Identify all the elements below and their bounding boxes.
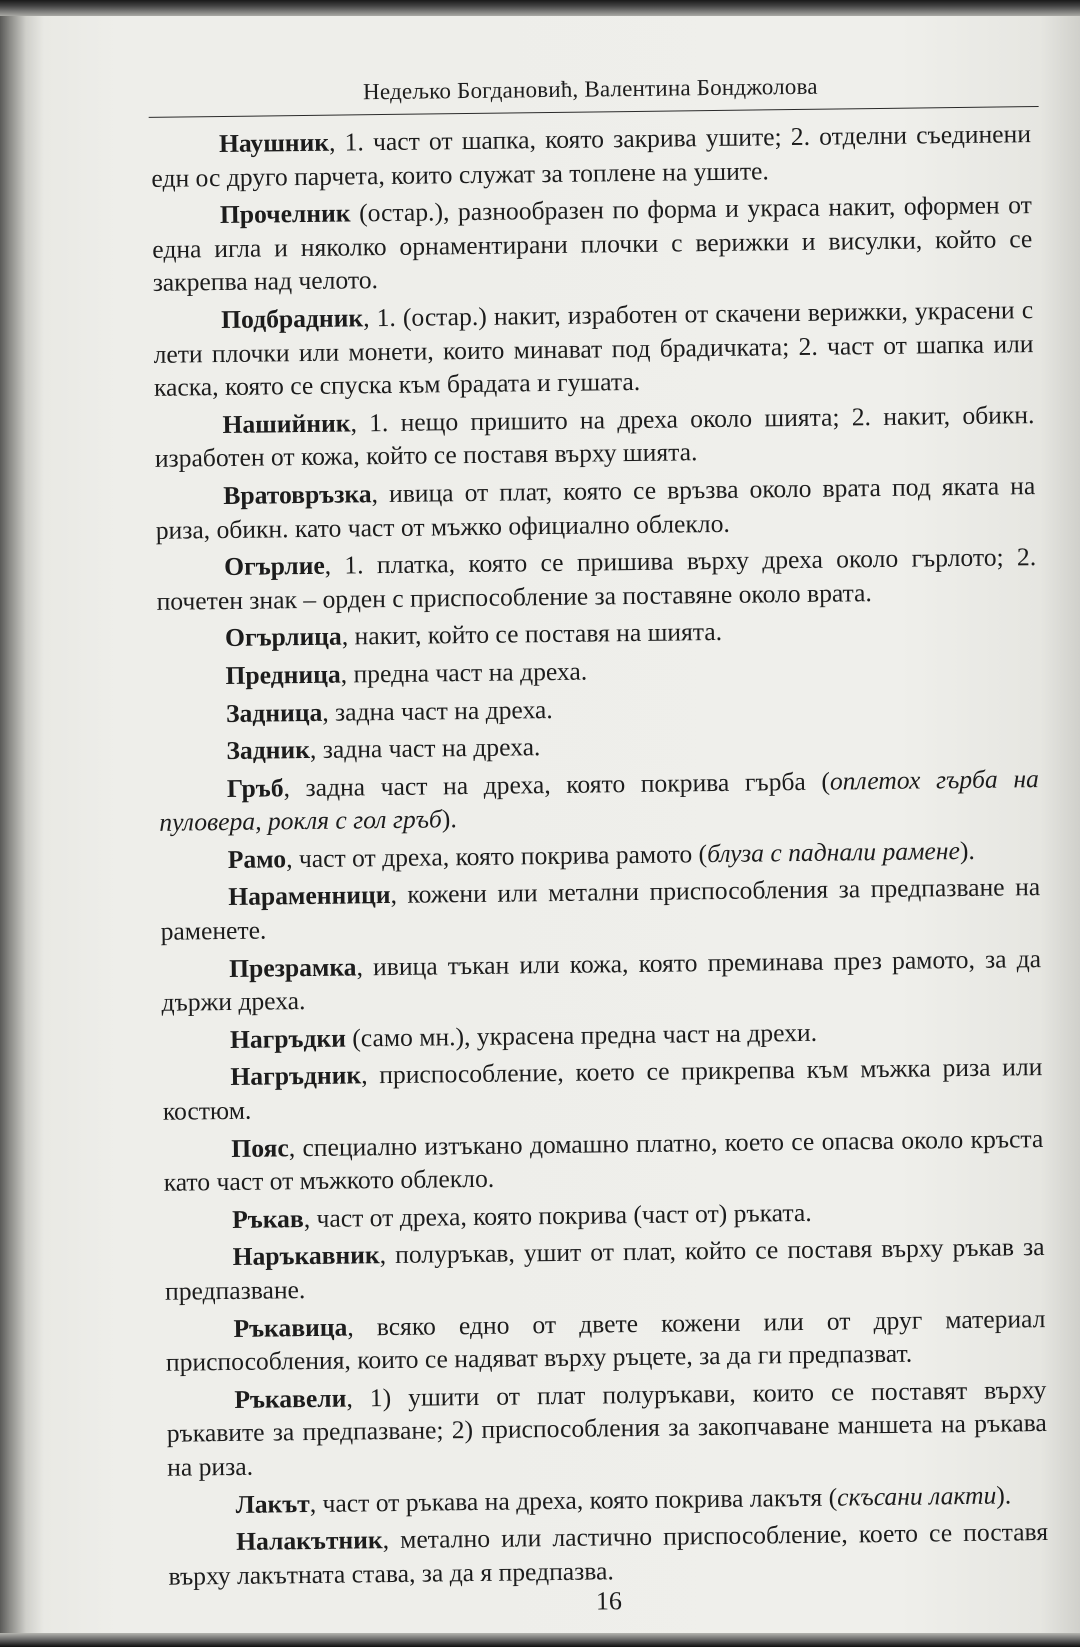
dictionary-entry — [160, 871, 1041, 949]
dictionary-entry — [156, 540, 1037, 618]
dictionary-entry — [152, 188, 1033, 300]
entry-term: Рамо — [227, 844, 287, 874]
entry-definition: , всяко едно от двете кожени или от друг материал приспособления, които се надяват върху ръцете, за да ги предпазват. — [165, 1303, 1046, 1377]
entry-definition: , задна част на дреха. — [322, 694, 553, 727]
entry-term: Ръкавица — [233, 1312, 348, 1343]
entry-term: Гръб — [226, 772, 284, 803]
entry-definition: , 1. (остар.) накит, изработен от скачени верижки, украсени с лети плочки или монети, които минават под брадичката; 2. част от шапка или каска, която се спуска към брадата и гушата. — [153, 295, 1034, 403]
dictionary-entry — [168, 1515, 1049, 1593]
entry-term: Лакът — [235, 1488, 310, 1519]
header-rule — [149, 106, 1039, 118]
entry-term: Нараменници — [228, 880, 391, 912]
entry-definition: (само мн.), украсена предна част на дрехи. — [345, 1017, 818, 1053]
entry-definition: , кожени или метални приспособления за предпазване на раменете. — [160, 872, 1041, 946]
entry-term: Предница — [225, 659, 341, 690]
entry-term: Подбрадник — [220, 303, 364, 334]
dictionary-entry — [167, 1478, 1047, 1522]
entry-term: Нашийник — [222, 408, 351, 439]
entry-term: Ръкав — [231, 1203, 304, 1234]
entry-closing: ). — [441, 804, 457, 834]
entry-definition: , 1. нещо пришито на дреха около шията; 2. накит, обикн. изработен от кожа, който се поставя върху шията. — [154, 399, 1035, 474]
entry-term: Огърлие — [224, 550, 325, 582]
entry-definition: , задна част на дреха, която покрива гърба ( — [283, 766, 831, 802]
entry-definition: , специално изтъкано домашно платно, което се опасва около кръста като част от мъжкото облекло. — [163, 1123, 1044, 1198]
entry-definition: , част от ръкава на дреха, която покрива лакътя ( — [309, 1482, 838, 1518]
dictionary-entry — [157, 611, 1037, 655]
entry-term: Ръкавели — [234, 1383, 347, 1414]
entry-definition: , приспособление, което се прикрепва към мъжка риза или костюм. — [162, 1052, 1043, 1126]
dictionary-entry — [164, 1230, 1045, 1308]
entry-example: скъсани лакти — [836, 1480, 997, 1512]
entry-definition: , накит, който се поставя на шията. — [341, 617, 723, 651]
entry-term: Презрамка — [228, 952, 357, 983]
entry-term: Задник — [226, 735, 311, 766]
entry-term: Нагръдки — [229, 1023, 347, 1054]
entry-term: Огърлица — [224, 621, 342, 653]
dictionary-entries — [151, 117, 1049, 1597]
dictionary-entry — [163, 1122, 1044, 1200]
scan-bottom-edge — [0, 1633, 1080, 1647]
entry-definition: , метално или ластично приспособление, което се поставя върху лакътната става, за да я предпазва. — [168, 1517, 1049, 1591]
dictionary-entry — [153, 293, 1034, 405]
running-head: Недељко Богдановић, Валентина Бонджолова — [362, 73, 818, 105]
dictionary-entry — [161, 942, 1042, 1020]
dictionary-entry — [158, 724, 1038, 768]
entry-term: Нагръдник — [230, 1060, 362, 1092]
entry-closing: ). — [996, 1480, 1012, 1510]
entry-example: блуза с паднали рамене — [706, 835, 961, 869]
dictionary-entry — [162, 1013, 1042, 1057]
entry-definition: , ивица от плат, която се връзва около врата под яката на риза, обикн. като част от мъжко официално облекло. — [155, 471, 1036, 545]
entry-term: Наушник — [218, 127, 330, 159]
dictionary-entry — [154, 398, 1035, 476]
entry-definition: , 1. платка, която се пришива върху дреха около гърлото; 2. почетен знак – орден с приспособление за поставяне около врата. — [156, 542, 1037, 616]
entry-term: Задница — [225, 697, 323, 728]
entry-term: Пояс — [231, 1132, 289, 1163]
page-body — [140, 49, 1059, 1630]
dictionary-entry — [155, 469, 1036, 547]
entry-definition: , предна част на дреха. — [340, 656, 588, 689]
dictionary-entry — [159, 762, 1040, 840]
dictionary-entry — [162, 1050, 1043, 1128]
scan-top-edge — [0, 0, 1080, 16]
dictionary-entry — [158, 687, 1038, 731]
entry-definition: , ивица тъкан или кожа, която преминава през рамото, за да държи дреха. — [161, 943, 1042, 1018]
dictionary-entry — [166, 1373, 1047, 1485]
entry-term: Наръкавник — [232, 1240, 380, 1272]
entry-definition: (остар.), разнообразен по форма и украса накит, оформен от една игла и няколко орнаментирани плочки с верижки и висулки, който се закрепва над челото. — [152, 190, 1033, 298]
entry-definition: , полуръкав, ушит от плат, който се поставя върху ръкав за предпазване. — [164, 1232, 1045, 1306]
entry-definition: , 1. част от шапка, която закрива ушите; 2. отделни съединени едн ос друго парчета, които служат за топлене на ушите. — [151, 119, 1032, 193]
dictionary-entry — [160, 833, 1040, 877]
dictionary-entry — [151, 117, 1032, 195]
entry-closing: ). — [959, 835, 975, 865]
entry-term: Налакътник — [235, 1525, 383, 1557]
page-number: 16 — [595, 1586, 623, 1616]
entry-term: Прочелник — [219, 198, 351, 230]
entry-definition: , задна част на дреха. — [309, 732, 541, 765]
entry-term: Вратовръзка — [223, 479, 372, 510]
entry-definition: , част от дреха, която покрива рамото ( — [285, 839, 708, 874]
entry-example: оплетох гърба на пуловера, рокля с гол гръб — [159, 763, 1040, 838]
dictionary-entry — [164, 1193, 1044, 1237]
dictionary-entry — [165, 1302, 1046, 1380]
entry-definition: , част от дреха, която покрива (част от) ръката. — [303, 1197, 812, 1233]
entry-definition: , 1) ушити от плат полуръкави, които се поставят върху ръкавите за предпазване; 2) приспособления за закопчаване маншета на ръкава на риза. — [166, 1374, 1047, 1482]
dictionary-entry — [157, 649, 1037, 693]
